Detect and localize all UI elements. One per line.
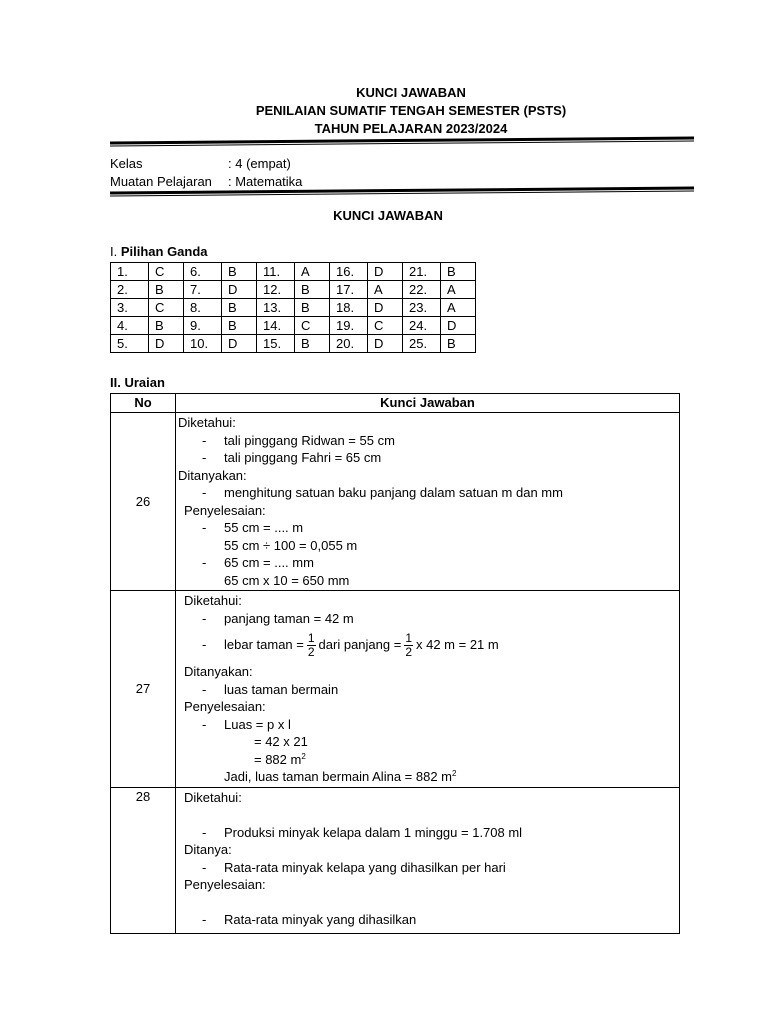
dash: - xyxy=(202,912,207,927)
answer-letter-cell: D xyxy=(222,335,257,353)
section-title: Pilihan Ganda xyxy=(120,244,208,259)
table-row xyxy=(111,413,680,591)
item-text: menghitung satuan baku panjang dalam satuan m dan mm xyxy=(224,485,563,500)
table-row xyxy=(111,299,476,317)
question-number-cell: 18. xyxy=(330,299,368,317)
dash: - xyxy=(202,859,207,875)
answer-letter-cell: D xyxy=(222,281,257,299)
question-number-cell: 10. xyxy=(184,335,222,353)
solution-text: = 882 m xyxy=(254,751,302,767)
list-item xyxy=(178,610,678,628)
answer-letter-cell: C xyxy=(368,317,403,335)
list-item xyxy=(178,519,678,537)
dash: - xyxy=(202,485,207,500)
kelas-value: : 4 (empat) xyxy=(228,156,291,171)
question-number xyxy=(111,591,176,788)
label-diketahui: Diketahui: xyxy=(184,789,242,805)
question-number-text: 26 xyxy=(135,494,151,509)
section-uraian-heading: II. Uraian xyxy=(110,375,165,390)
answer-letter-cell: B xyxy=(441,335,476,353)
question-number-cell: 9. xyxy=(184,317,222,335)
label-ditanyakan: Ditanyakan: xyxy=(184,664,253,679)
table-row xyxy=(111,281,476,299)
question-number-cell: 11. xyxy=(257,263,295,281)
answer-letter-cell: D xyxy=(368,299,403,317)
answer-letter-cell: C xyxy=(295,317,330,335)
answer-letter-cell: A xyxy=(441,299,476,317)
answer-letter-cell: B xyxy=(295,299,330,317)
question-number-cell: 24. xyxy=(403,317,441,335)
list-item xyxy=(178,824,678,842)
answer-letter-cell: B xyxy=(149,317,184,335)
label-diketahui: Diketahui: xyxy=(184,593,242,608)
item-text: Luas = p x l xyxy=(224,716,291,732)
list-item xyxy=(178,432,678,450)
answer-letter-cell: D xyxy=(149,335,184,353)
col-no-header: No xyxy=(111,394,176,413)
fraction xyxy=(404,632,413,659)
question-number-cell: 5. xyxy=(111,335,149,353)
list-item xyxy=(178,716,678,734)
solution-line: = 42 x 21 xyxy=(254,734,308,749)
question-number-cell: 14. xyxy=(257,317,295,335)
question-number-text: 27 xyxy=(135,681,151,697)
dash: - xyxy=(202,555,207,570)
item-text: x 42 m = 21 m xyxy=(416,637,499,652)
info-muatan xyxy=(110,173,302,191)
answer-cell xyxy=(176,413,680,591)
answer-letter-cell: B xyxy=(222,299,257,317)
answer-letter-cell: A xyxy=(295,263,330,281)
question-number-cell: 7. xyxy=(184,281,222,299)
list-item xyxy=(178,911,678,929)
dash: - xyxy=(202,637,207,652)
item-text: 55 cm = .... m xyxy=(224,520,304,535)
answer-cell xyxy=(176,591,680,788)
superscript: 2 xyxy=(452,769,457,778)
table-row xyxy=(111,335,476,353)
label-penyelesaian: Penyelesaian: xyxy=(184,502,266,518)
solution-line: 65 cm x 10 = 650 mm xyxy=(224,572,350,588)
spacer xyxy=(178,894,678,912)
question-number-cell: 2. xyxy=(111,281,149,299)
answer-letter-cell: B xyxy=(441,263,476,281)
question-number xyxy=(111,413,176,591)
question-number-cell: 25. xyxy=(403,335,441,353)
col-kunci-header: Kunci Jawaban xyxy=(176,394,680,413)
list-item xyxy=(178,484,678,502)
table-row xyxy=(111,591,680,788)
dash: - xyxy=(202,450,207,465)
dash: - xyxy=(202,520,207,535)
fraction-denominator: 2 xyxy=(307,645,315,660)
question-number-cell: 12. xyxy=(257,281,295,299)
item-text: dari panjang = xyxy=(318,637,402,652)
label-ditanyakan: Ditanyakan: xyxy=(178,467,247,483)
question-number-cell: 23. xyxy=(403,299,441,317)
solution-text: Jadi, luas taman bermain Alina = 882 m xyxy=(224,769,452,784)
doc-title: KUNCI JAWABAN xyxy=(356,85,466,100)
answer-letter-cell: B xyxy=(295,281,330,299)
answer-letter-cell: A xyxy=(441,281,476,299)
fraction xyxy=(307,632,316,659)
fraction-numerator: 1 xyxy=(405,631,412,646)
item-text: 65 cm = .... mm xyxy=(224,555,314,570)
item-text: luas taman bermain xyxy=(224,681,339,697)
question-number-cell: 19. xyxy=(330,317,368,335)
answer-letter-cell: D xyxy=(368,263,403,281)
question-number-cell: 16. xyxy=(330,263,368,281)
question-number-cell: 17. xyxy=(330,281,368,299)
question-number-cell: 6. xyxy=(184,263,222,281)
question-number-cell: 8. xyxy=(184,299,222,317)
table-row xyxy=(111,787,680,933)
question-number-cell: 20. xyxy=(330,335,368,353)
doc-title-exam: PENILAIAN SUMATIF TENGAH SEMESTER (PSTS) xyxy=(255,103,567,118)
muatan-label: Muatan Pelajaran xyxy=(110,174,212,189)
question-number-cell: 21. xyxy=(403,263,441,281)
answer-letter-cell: C xyxy=(149,299,184,317)
item-text: tali pinggang Ridwan = 55 cm xyxy=(224,432,395,448)
list-item xyxy=(178,627,678,663)
dash: - xyxy=(202,432,207,448)
section-subtitle: KUNCI JAWABAN xyxy=(333,208,443,223)
answer-letter-cell: C xyxy=(149,263,184,281)
kelas-label: Kelas xyxy=(110,156,143,171)
muatan-value: : Matematika xyxy=(228,174,303,189)
solution-conclusion xyxy=(178,768,678,786)
info-kelas xyxy=(110,155,291,173)
answer-letter-cell: D xyxy=(441,317,476,335)
section-pilihan-ganda-heading xyxy=(110,244,208,259)
question-number-cell: 13. xyxy=(257,299,295,317)
solution-line xyxy=(178,751,678,769)
question-number-cell: 22. xyxy=(403,281,441,299)
dash: - xyxy=(202,610,207,626)
item-text: lebar taman = xyxy=(224,637,304,652)
question-number-cell: 4. xyxy=(111,317,149,335)
item-text: tali pinggang Fahri = 65 cm xyxy=(224,450,382,465)
list-item xyxy=(178,449,678,467)
item-text: Rata-rata minyak yang dihasilkan xyxy=(224,912,417,927)
table-row xyxy=(111,263,476,281)
list-item xyxy=(178,681,678,699)
superscript: 2 xyxy=(301,751,306,761)
answer-letter-cell: B xyxy=(149,281,184,299)
fraction-numerator: 1 xyxy=(307,631,315,646)
item-text: Produksi minyak kelapa dalam 1 minggu = 1.708 ml xyxy=(224,824,523,840)
essay-answer-table xyxy=(110,393,680,934)
multiple-choice-table xyxy=(110,262,476,353)
spacer xyxy=(178,806,678,824)
dash: - xyxy=(202,824,207,840)
list-item xyxy=(178,554,678,572)
table-header-row xyxy=(111,394,680,413)
question-number-cell: 1. xyxy=(111,263,149,281)
question-number-text: 28 xyxy=(135,788,151,804)
doc-title-year: TAHUN PELAJARAN 2023/2024 xyxy=(314,121,508,136)
dash: - xyxy=(202,681,207,697)
question-number xyxy=(111,787,176,933)
section-prefix: I. xyxy=(110,244,121,259)
label-ditanya: Ditanya: xyxy=(184,842,232,857)
item-text: panjang taman = 42 m xyxy=(224,610,354,626)
question-number-cell: 3. xyxy=(111,299,149,317)
answer-letter-cell: B xyxy=(222,317,257,335)
answer-letter-cell: D xyxy=(368,335,403,353)
answer-letter-cell: B xyxy=(295,335,330,353)
label-penyelesaian: Penyelesaian: xyxy=(184,877,266,892)
item-text: Rata-rata minyak kelapa yang dihasilkan per hari xyxy=(224,859,506,875)
answer-letter-cell: A xyxy=(368,281,403,299)
dash: - xyxy=(202,716,207,732)
label-penyelesaian: Penyelesaian: xyxy=(184,699,266,714)
question-number-cell: 15. xyxy=(257,335,295,353)
table-row xyxy=(111,317,476,335)
solution-line: 55 cm ÷ 100 = 0,055 m xyxy=(224,537,358,553)
answer-cell xyxy=(176,787,680,933)
label-diketahui: Diketahui: xyxy=(178,415,236,430)
list-item xyxy=(178,859,678,877)
fraction-denominator: 2 xyxy=(405,645,412,660)
answer-letter-cell: B xyxy=(222,263,257,281)
